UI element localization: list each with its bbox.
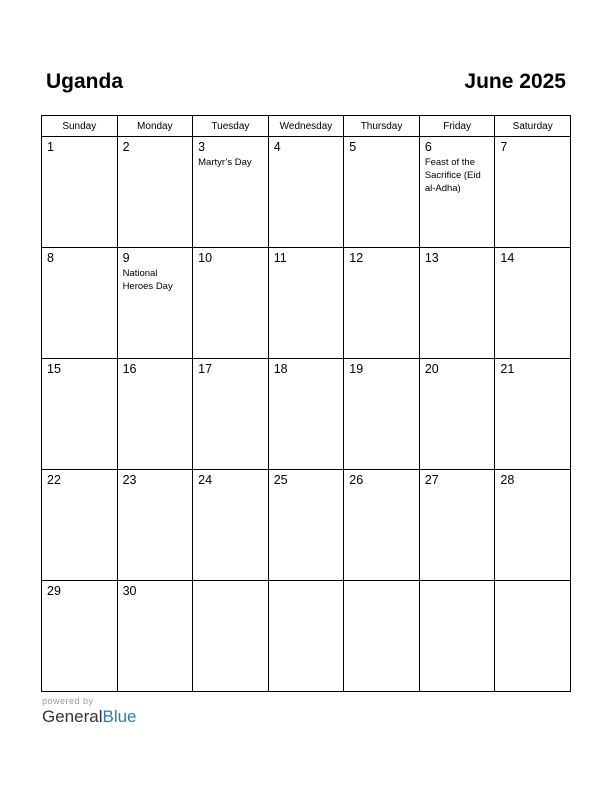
calendar-body — [42, 137, 571, 692]
powered-by-text: powered by — [42, 696, 94, 706]
day-cell — [495, 581, 571, 692]
day-cell — [419, 359, 495, 470]
day-number: 15 — [47, 362, 61, 376]
week-row — [42, 581, 571, 692]
week-row — [42, 137, 571, 248]
day-number: 7 — [500, 140, 508, 154]
day-cell — [344, 581, 420, 692]
week-row — [42, 248, 571, 359]
day-cell — [268, 137, 344, 248]
day-number: 22 — [47, 473, 61, 487]
day-cell — [495, 470, 571, 581]
day-cell — [193, 137, 269, 248]
weekday-header-row — [42, 116, 571, 137]
day-cell — [344, 359, 420, 470]
calendar-header — [46, 70, 566, 100]
day-cell — [344, 248, 420, 359]
day-cell — [495, 359, 571, 470]
day-cell — [117, 137, 193, 248]
day-cell — [495, 248, 571, 359]
day-cell — [495, 137, 571, 248]
weekday-sunday: Sunday — [42, 116, 118, 137]
day-number: 12 — [349, 251, 364, 265]
day-number: 9 — [122, 251, 130, 265]
weekday-monday: Monday — [117, 116, 193, 137]
day-number: 25 — [273, 473, 288, 487]
day-number: 16 — [122, 362, 137, 376]
day-number: 5 — [349, 140, 357, 154]
day-number: 3 — [198, 140, 206, 154]
day-number: 23 — [122, 473, 137, 487]
day-cell — [193, 470, 269, 581]
day-cell — [42, 581, 118, 692]
day-number: 18 — [273, 362, 288, 376]
day-cell — [193, 581, 269, 692]
logo-text-blue: Blue — [102, 707, 137, 726]
day-number: 11 — [273, 251, 287, 265]
day-number: 26 — [349, 473, 364, 487]
day-number: 14 — [500, 251, 515, 265]
day-cell — [117, 359, 193, 470]
day-cell — [268, 248, 344, 359]
day-number: 4 — [273, 140, 281, 154]
weekday-wednesday: Wednesday — [268, 116, 344, 137]
day-number: 30 — [122, 584, 137, 598]
weekday-tuesday: Tuesday — [193, 116, 269, 137]
day-number: 24 — [198, 473, 213, 487]
day-cell — [117, 248, 193, 359]
weekday-thursday: Thursday — [344, 116, 420, 137]
day-cell — [344, 137, 420, 248]
day-cell — [42, 137, 118, 248]
day-cell — [42, 470, 118, 581]
week-row — [42, 359, 571, 470]
day-number: 2 — [122, 140, 130, 154]
day-cell — [344, 470, 420, 581]
day-number: 17 — [198, 362, 213, 376]
day-cell — [193, 359, 269, 470]
month-year-title: June 2025 — [464, 70, 566, 93]
holiday-label: National Heroes Day — [122, 268, 173, 292]
day-cell — [117, 581, 193, 692]
day-number: 28 — [500, 473, 515, 487]
day-cell — [42, 248, 118, 359]
day-cell — [193, 248, 269, 359]
day-cell — [117, 470, 193, 581]
day-number: 19 — [349, 362, 364, 376]
day-number: 27 — [424, 473, 439, 487]
day-cell — [268, 470, 344, 581]
day-cell — [268, 359, 344, 470]
day-number: 6 — [424, 140, 432, 154]
holiday-label: Martyr’s Day — [198, 157, 252, 168]
day-cell — [268, 581, 344, 692]
day-number: 13 — [424, 251, 439, 265]
day-cell — [419, 581, 495, 692]
day-number: 10 — [198, 251, 213, 265]
day-number: 8 — [47, 251, 54, 265]
calendar-grid — [41, 115, 571, 692]
weekday-friday: Friday — [419, 116, 495, 137]
day-cell — [419, 137, 495, 248]
day-cell — [419, 470, 495, 581]
holiday-label: Feast of the Sacrifice (Eid al-Adha) — [424, 157, 481, 194]
week-row — [42, 470, 571, 581]
weekday-saturday: Saturday — [495, 116, 571, 137]
day-number: 29 — [47, 584, 61, 598]
day-number: 20 — [424, 362, 439, 376]
country-title: Uganda — [46, 70, 124, 93]
day-number: 21 — [500, 362, 515, 376]
logo-text-general: General — [42, 707, 103, 726]
day-number: 1 — [47, 140, 54, 154]
footer-branding — [42, 696, 137, 727]
generalblue-logo[interactable] — [42, 707, 137, 727]
day-cell — [42, 359, 118, 470]
day-cell — [419, 248, 495, 359]
